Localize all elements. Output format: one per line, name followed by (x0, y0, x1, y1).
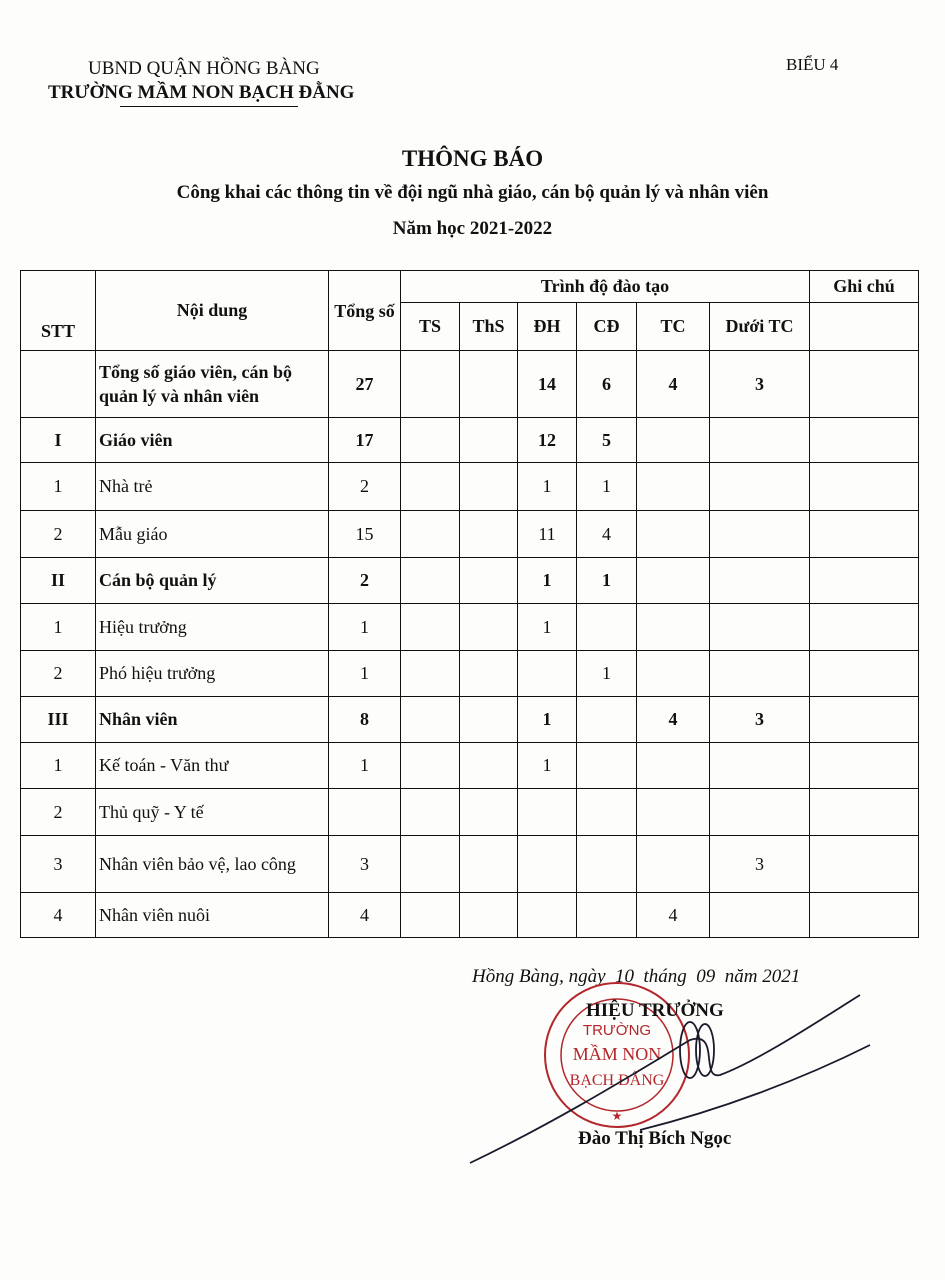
cell-content: Hiệu trưởng (96, 604, 329, 651)
cell-content: Phó hiệu trưởng (96, 651, 329, 697)
cell-total: 8 (329, 697, 401, 743)
form-label: BIỂU 4 (786, 55, 839, 74)
cell-dh: 12 (518, 418, 577, 463)
cell-tc: 4 (637, 893, 710, 938)
cell-content: Nhân viên (96, 697, 329, 743)
cell-content: Nhân viên bảo vệ, lao công (96, 836, 329, 893)
cell-duoi-tc: 3 (710, 697, 810, 743)
header-level: TC (637, 303, 710, 351)
agency-name: UBND QUẬN HỒNG BÀNG (88, 58, 320, 79)
cell-stt: 1 (21, 604, 96, 651)
document-title: THÔNG BÁO (401, 146, 544, 171)
cell-dh: 1 (518, 558, 577, 604)
header-training-level: Trình độ đào tạo (401, 271, 810, 303)
cell-total: 2 (329, 558, 401, 604)
cell-dh: 1 (518, 697, 577, 743)
cell-tc: 4 (637, 697, 710, 743)
cell-content: Nhà trẻ (96, 463, 329, 511)
cell-dh: 1 (518, 463, 577, 511)
header-level: CĐ (577, 303, 637, 351)
cell-content: Giáo viên (96, 418, 329, 463)
signer-name: Đào Thị Bích Ngọc (578, 1128, 732, 1149)
cell-cd: 1 (577, 463, 637, 511)
cell-total: 1 (329, 651, 401, 697)
signer-role: HIỆU TRƯỞNG (586, 1000, 724, 1021)
cell-stt: 2 (21, 651, 96, 697)
cell-content: Tổng số giáo viên, cán bộ quản lý và nhân viên (96, 351, 329, 418)
cell-cd: 1 (577, 558, 637, 604)
cell-dh: 11 (518, 511, 577, 558)
cell-content: Mẫu giáo (96, 511, 329, 558)
header-stt: STT (21, 271, 96, 351)
school-name: TRƯỜNG MẦM NON BẠCH ĐẰNG (48, 82, 355, 103)
cell-content: Cán bộ quản lý (96, 558, 329, 604)
header-level: ĐH (518, 303, 577, 351)
cell-total: 2 (329, 463, 401, 511)
cell-cd: 5 (577, 418, 637, 463)
cell-dh: 1 (518, 604, 577, 651)
school-year: Năm học 2021-2022 (392, 218, 553, 239)
place-date: Hồng Bàng, ngày 10 tháng 09 năm 2021 (472, 966, 801, 987)
cell-stt: 4 (21, 893, 96, 938)
cell-tc: 4 (637, 351, 710, 418)
cell-duoi-tc: 3 (710, 351, 810, 418)
cell-total: 4 (329, 893, 401, 938)
header-level: TS (401, 303, 460, 351)
cell-stt: 3 (21, 836, 96, 893)
cell-stt: III (21, 697, 96, 743)
cell-stt: 1 (21, 743, 96, 789)
header-level: ThS (460, 303, 518, 351)
header-total: Tổng số (329, 271, 401, 351)
cell-total: 1 (329, 743, 401, 789)
cell-total: 15 (329, 511, 401, 558)
stamp-text: BẠCH ĐẰNG (569, 1072, 665, 1089)
stamp-text: MẦM NON (572, 1044, 662, 1064)
cell-stt: 2 (21, 511, 96, 558)
stamp-text: TRƯỜNG (582, 1022, 652, 1039)
cell-dh: 14 (518, 351, 577, 418)
cell-total: 3 (329, 836, 401, 893)
cell-dh: 1 (518, 743, 577, 789)
document-subtitle: Công khai các thông tin về đội ngũ nhà giáo, cán bộ quản lý và nhân viên (176, 182, 769, 203)
cell-content: Nhân viên nuôi (96, 893, 329, 938)
cell-cd: 4 (577, 511, 637, 558)
cell-duoi-tc: 3 (710, 836, 810, 893)
cell-stt: 2 (21, 789, 96, 836)
cell-content: Kế toán - Văn thư (96, 743, 329, 789)
cell-cd: 6 (577, 351, 637, 418)
cell-total: 27 (329, 351, 401, 418)
cell-stt: I (21, 418, 96, 463)
cell-total: 17 (329, 418, 401, 463)
cell-cd: 1 (577, 651, 637, 697)
header-level: Dưới TC (710, 303, 810, 351)
header-notes: Ghi chú (810, 271, 919, 303)
svg-text:★: ★ (611, 1109, 623, 1123)
cell-total: 1 (329, 604, 401, 651)
cell-stt: 1 (21, 463, 96, 511)
header-content: Nội dung (96, 271, 329, 351)
cell-content: Thủ quỹ - Y tế (96, 789, 329, 836)
cell-stt: II (21, 558, 96, 604)
